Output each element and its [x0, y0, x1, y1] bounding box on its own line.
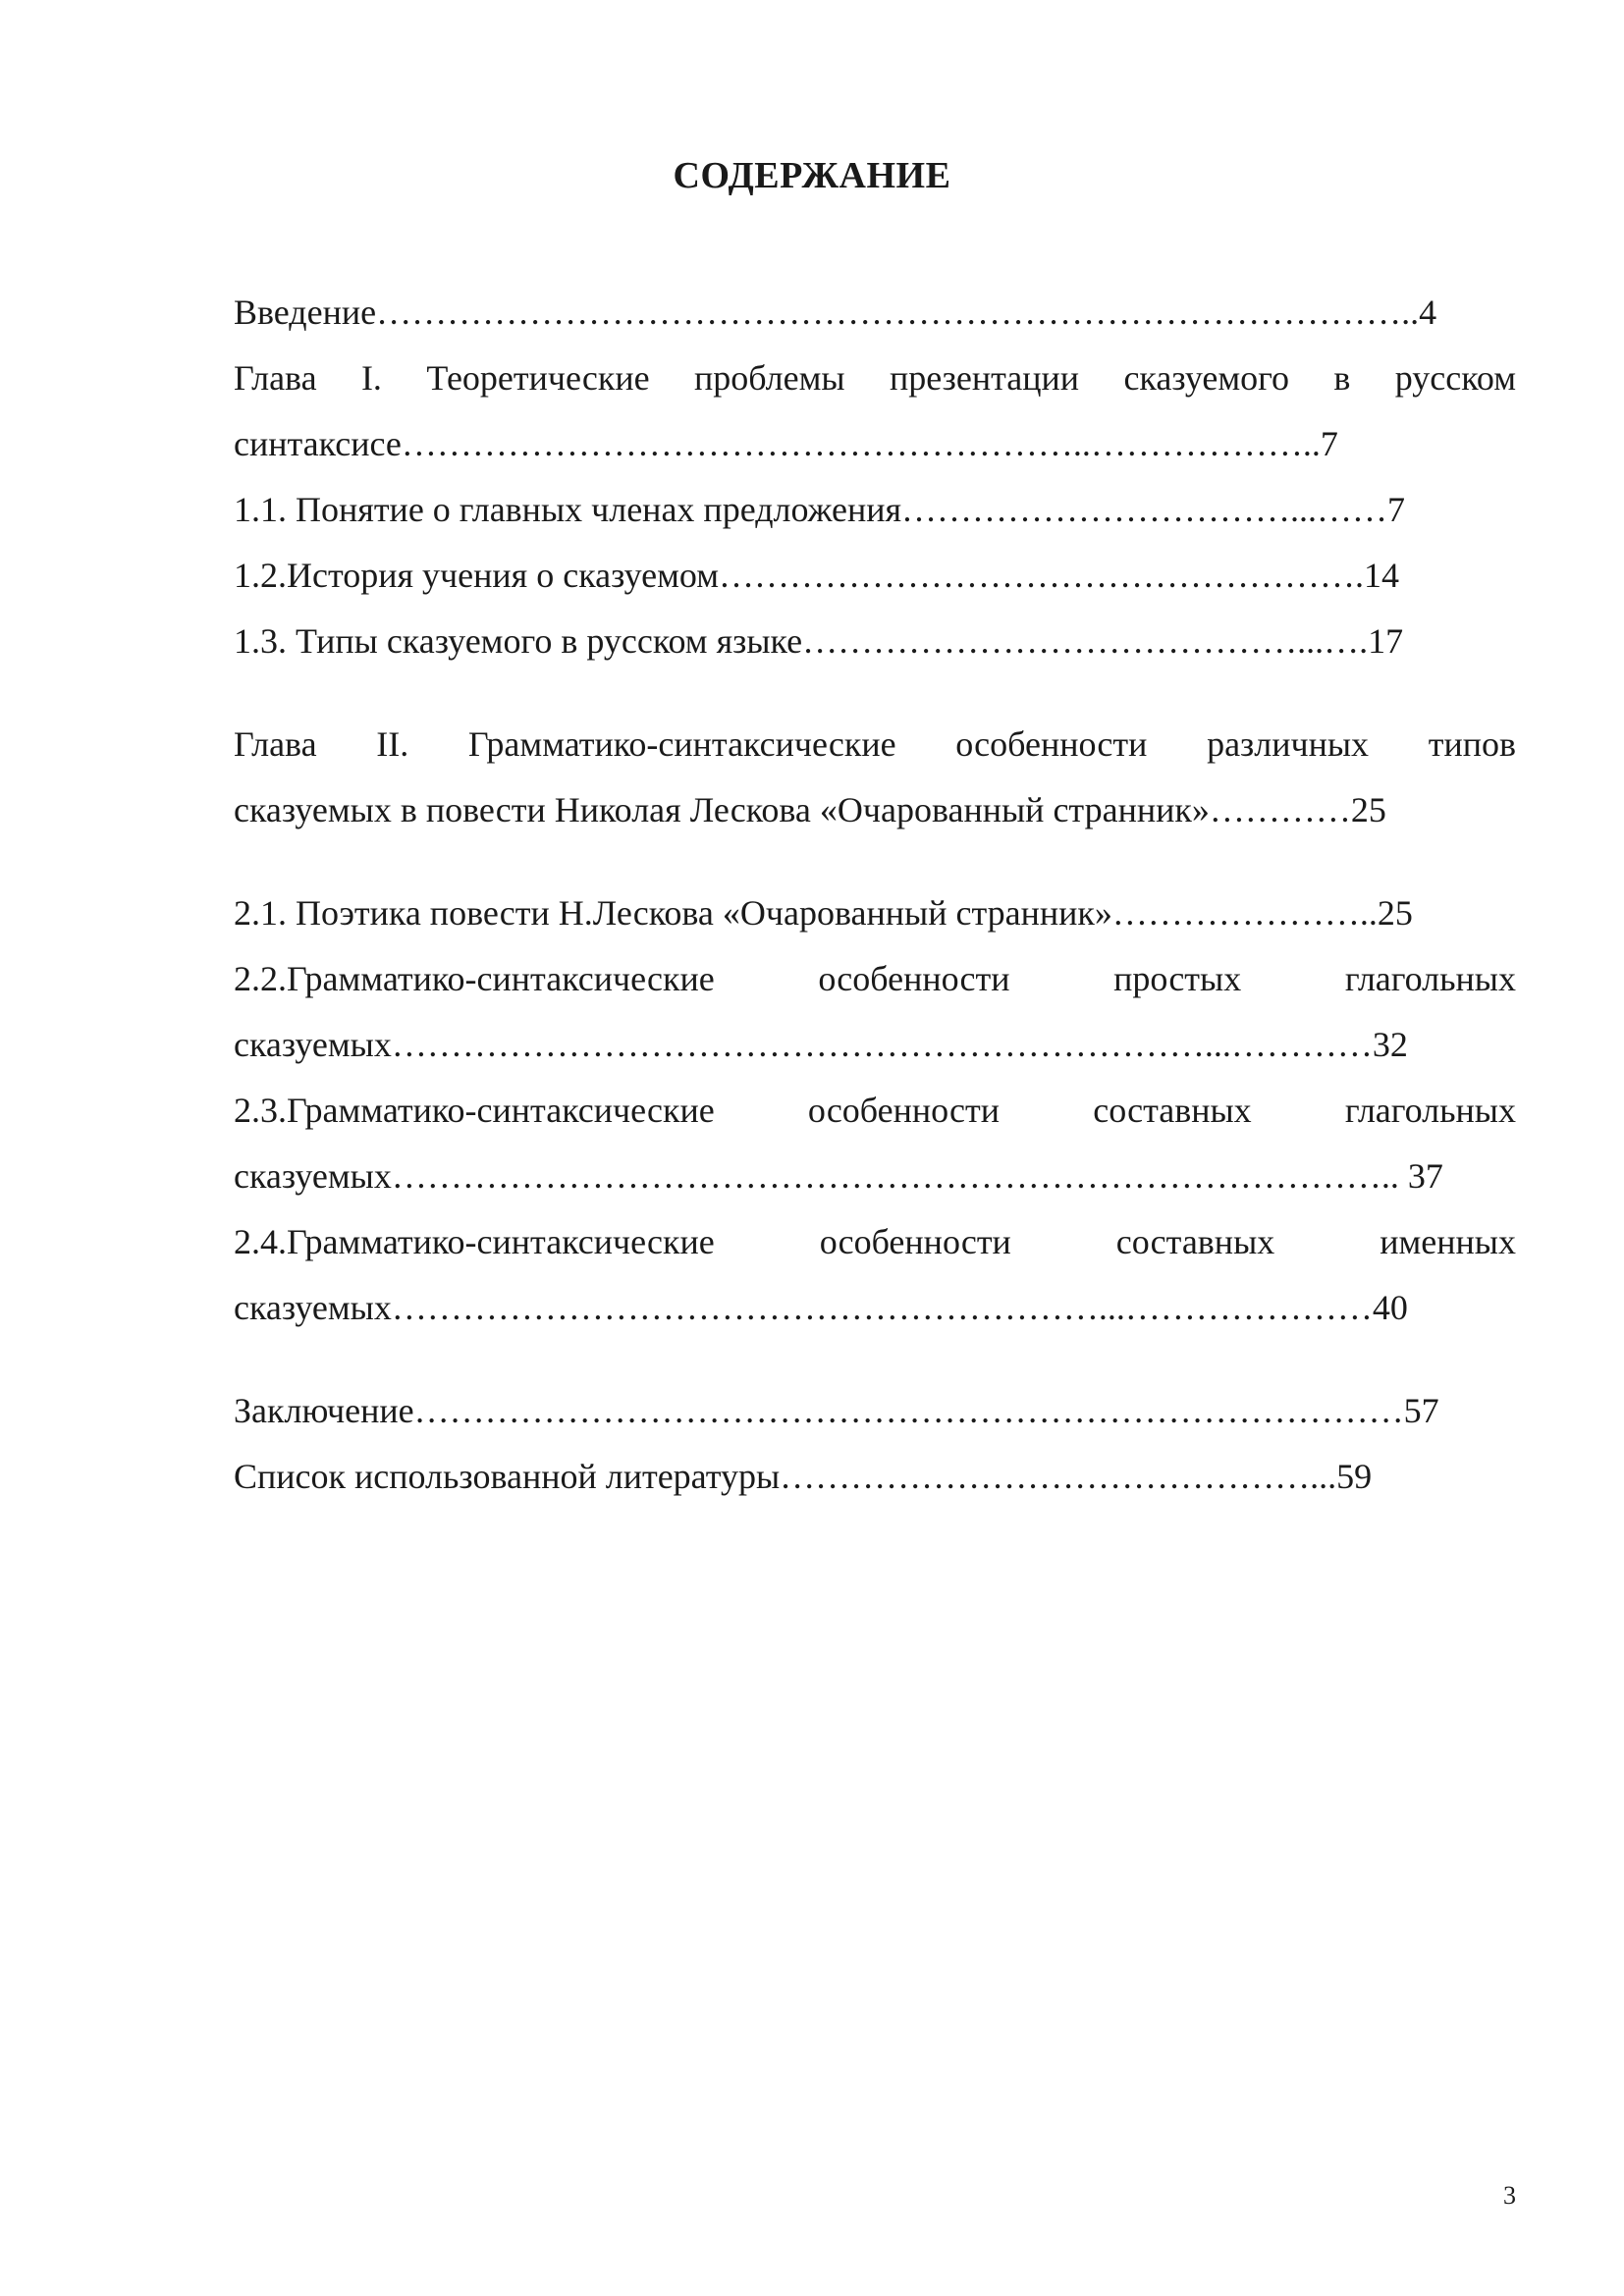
toc-entry-conclusion: Заключение…………………………………………………………………………57 [234, 1391, 1439, 1430]
toc-entry-section-1-3: 1.3. Типы сказуемого в русском языке……………………………………...….17 [234, 621, 1404, 661]
toc-entry-bibliography: Список использованной литературы………………………………………...59 [234, 1457, 1373, 1496]
page-number: 3 [1503, 2181, 1516, 2210]
toc-entry-chapter-2-line-1: Глава II. Грамматико-синтаксические особенности различных типов [234, 724, 1516, 764]
toc-entry-section-2-4-line-2: сказуемых……………………………………………………...…………………40 [234, 1288, 1408, 1327]
toc-entry-section-2-2-line-2: сказуемых……………………………………………………………...…………32 [234, 1025, 1408, 1064]
toc-entry-section-2-3-line-2: сказуемых………………………………………………………………………….. 37 [234, 1156, 1443, 1196]
toc-entry-section-1-1: 1.1. Понятие о главных членах предложения……………………………...……7 [234, 490, 1406, 529]
toc-entry-chapter-1-line-1: Глава I. Теоретические проблемы презентации сказуемого в русском [234, 358, 1516, 398]
toc-entry-section-1-2: 1.2.История учения о сказуемом……………………………………………….14 [234, 556, 1399, 595]
toc-entry-chapter-1-line-2: синтаксисе…………………………………………………..………………..7 [234, 424, 1338, 463]
toc-entry-section-2-1: 2.1. Поэтика повести Н.Лескова «Очарованный странник»…………………..25 [234, 893, 1413, 933]
toc-entry-chapter-2-line-2: сказуемых в повести Николая Лескова «Очарованный странник»…………25 [234, 790, 1386, 829]
toc-entry-section-2-4-line-1: 2.4.Грамматико-синтаксические особенности составных именных [234, 1222, 1516, 1261]
toc-heading: СОДЕРЖАНИЕ [673, 155, 951, 196]
toc-entry-section-2-2-line-1: 2.2.Грамматико-синтаксические особенности простых глагольных [234, 959, 1516, 998]
toc-entry-intro: Введение……………………………………………………………………………..4 [234, 293, 1437, 332]
toc-entry-section-2-3-line-1: 2.3.Грамматико-синтаксические особенности составных глагольных [234, 1091, 1516, 1130]
